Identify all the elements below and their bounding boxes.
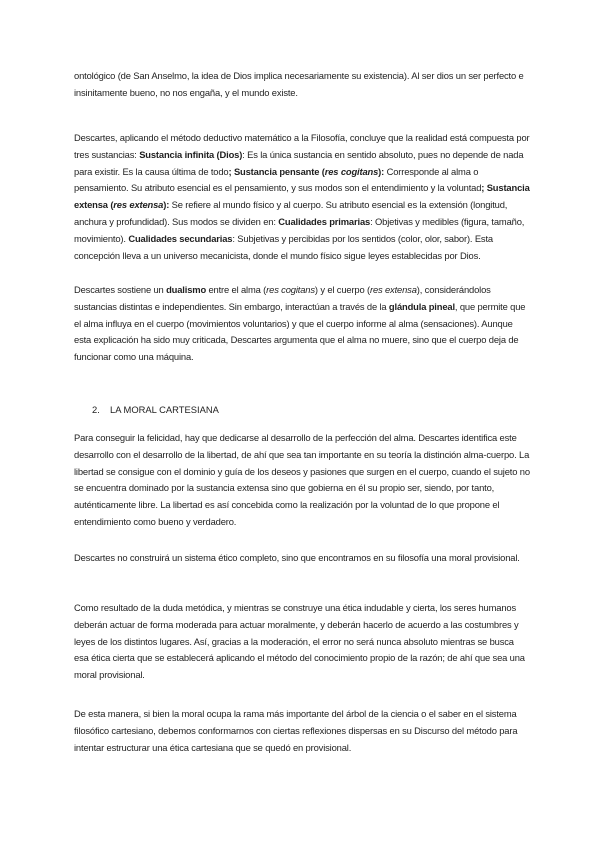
section-heading: [92, 402, 219, 418]
text-run: : Es la única sustancia en sentido absoluto, pues no depende de nada para existir. Es la causa última de todo: [74, 148, 524, 177]
paragraph-text: ontológico (de San Anselmo, la idea de Dios implica necesariamente su existencia). Al ser dios un ser perfecto e insinitamente bueno, no nos engaña, y el mundo existe.: [74, 70, 524, 98]
text-run: Descartes, aplicando el método deductivo matemático a la Filosofía, concluye que la realidad está compuesta por tres sustancias:: [74, 132, 530, 160]
latin-term: res cogitans: [266, 284, 315, 295]
paragraph-dualism: [74, 282, 530, 366]
paragraph-provisional-moral: [74, 550, 530, 567]
paragraph-text: Para conseguir la felicidad, hay que dedicarse al desarrollo de la perfección del alma. Descartes identifica este desarrollo con el desarrollo de la libertad, de ahí que sea tan importante en su teoría la distinción alma-cuerpo. La libertad se consigue con el dominio y guía de los deseos y pasiones que surgen en el cuerpo, cuando el sujeto no se encuentra dominado por la sustancia extensa sino que gobierna en él su propio ser, siendo, por tanto, auténticamente libre. La libertad es así concebida como la realización por la voluntad de lo que propone el entendimiento como bueno y verdadero.: [74, 432, 530, 527]
section-title: LA MORAL CARTESIANA: [110, 404, 219, 415]
text-run: : Subjetivas y percibidas por los sentidos (color, olor, sabor). Esta concepción lleva a un universo mecanicista, donde el mundo físico sigue leyes establecidas por Dios.: [74, 232, 493, 261]
text-run: : Objetivas y medibles (figura, tamaño, movimiento).: [74, 215, 525, 244]
latin-term: res extensa: [369, 284, 417, 295]
paragraph-text: Descartes no construirá un sistema ético completo, sino que encontramos en su filosofía una moral provisional.: [74, 552, 520, 563]
section-number: 2.: [92, 404, 100, 415]
text-run: ; Sustancia pensante (: [228, 165, 325, 177]
paragraph-conclusion: [74, 706, 530, 756]
text-run: Corresponde al alma o pensamiento. Su atributo esencial es el pensamiento, y sus modos son el entendimiento y la voluntad: [74, 165, 482, 194]
latin-term: res extensa: [113, 199, 164, 211]
latin-term: res cogitans: [324, 165, 379, 177]
text-run: , que permite que el alma influya en el cuerpo (movimientos voluntarios) y que el cuerpo informe al alma (sensaciones). Aunque esta explicación ha sido muy criticada, Descartes argumenta que el alma no muere, sino que el cuerpo deja de funcionar como una máquina.: [74, 300, 526, 363]
text-run: Se refiere al mundo físico y al cuerpo. Su atributo esencial es la extensión (longitud, anchura y profundidad). Sus modos se dividen en:: [74, 199, 508, 227]
paragraph-happiness: [74, 430, 530, 531]
term-secondary-qualities: Cualidades secundarias: [128, 232, 233, 244]
term-thinking-substance: [229, 166, 385, 177]
text-run: ) y el cuerpo (: [314, 284, 370, 295]
paragraph-text: Como resultado de la duda metódica, y mientras se construye una ética indudable y cierta, los seres humanos deberán actuar de forma moderada para actuar moralmente, y deberán hacerlo de acuerdo a las costumbres y leyes de los distintos lugares. Así, gracias a la moderación, el error no será nunca absoluto mientras se busca esa ética cierta que se establecerá aplicando el método del conocimiento propio de la razón; de ahí que sea una moral provisional.: [74, 602, 525, 681]
text-run: ):: [163, 199, 170, 211]
term-primary-qualities: Cualidades primarias: [278, 215, 371, 227]
term-pineal-gland: glándula pineal: [388, 300, 455, 312]
paragraph-methodic-doubt: [74, 600, 530, 684]
text-run: ):: [378, 165, 385, 177]
paragraph-ontological: [74, 68, 530, 102]
term-infinite-substance: Sustancia infinita (Dios): [139, 148, 243, 160]
text-run: ; Sustancia extensa (: [74, 182, 530, 211]
text-run: ), considerándolos sustancias distintas e independientes. Sin embargo, interactúan a través de la: [74, 284, 491, 312]
text-run: Descartes sostiene un: [74, 284, 167, 295]
text-run: entre el alma (: [206, 284, 267, 295]
term-dualism: dualismo: [166, 284, 207, 295]
paragraph-text: De esta manera, si bien la moral ocupa la rama más importante del árbol de la ciencia o el saber en el sistema filosófico cartesiano, debemos conformarnos con ciertas reflexiones dispersas en su Discurso del método para intentar estructurar una ética cartesiana que se quedó en provisional.: [74, 708, 518, 753]
paragraph-three-substances: [74, 130, 530, 264]
